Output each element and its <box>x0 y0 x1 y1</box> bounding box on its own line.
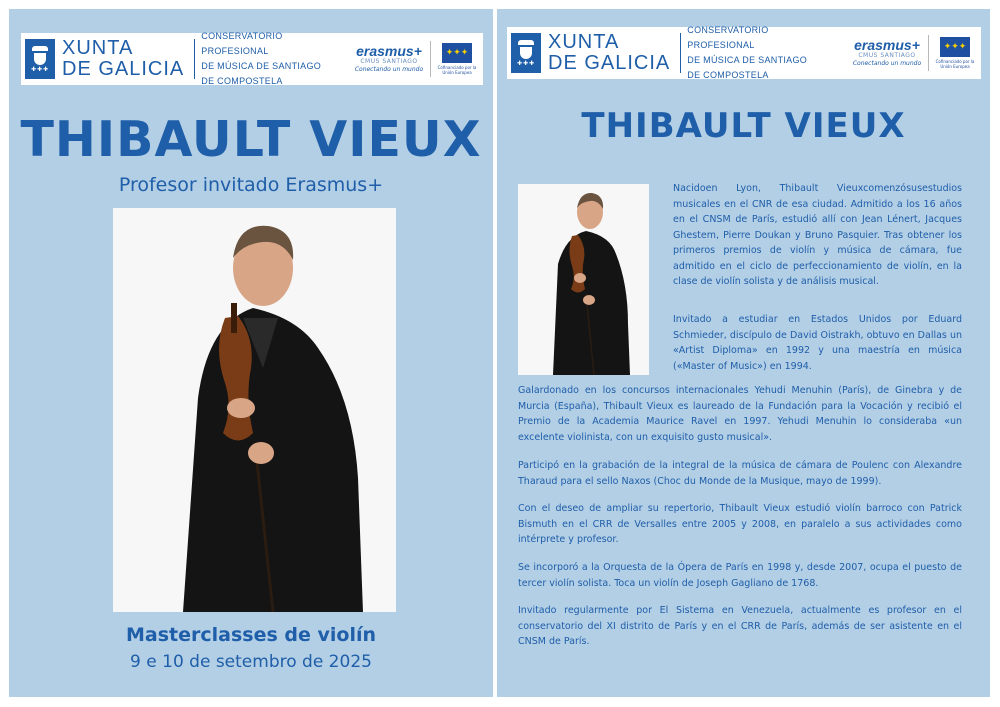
xunta-line1: XUNTA <box>548 31 620 53</box>
xunta-emblem-icon: ✚✚✚ <box>25 39 55 79</box>
conservatorio-name: CONSERVATORIO PROFESIONAL DE MÚSICA DE SANTIAGO DE COMPOSTELA <box>201 31 322 86</box>
xunta-logo <box>21 33 184 85</box>
erasmus-eu-logos <box>354 41 483 77</box>
bio-paragraph-7: Invitado regularmente por El Sistema en Venezuela, actualmente es profesor en el conservatorio del XI distrito de París y en el CRR de París, además de ser asistente en el CNSM de París. <box>518 605 962 647</box>
masterclass-dates: 9 e 10 de setembro de 2025 <box>130 652 372 672</box>
artist-name: THIBAULT VIEUX <box>20 111 482 168</box>
eu-flag-icon: ✦✦✦ Cofinanciado por la Unión Europea <box>935 37 975 69</box>
erasmus-logo-icon: erasmus+ CMUS SANTIAGO Conectando un mundo <box>354 43 424 73</box>
header-divider <box>680 33 681 73</box>
bio-paragraph-3: Galardonado en los concursos internacionales Yehudi Menuhin (París), de Ginebra y de Murcia (España), Thibault Vieux es laureado de la Fundación para la Vocación y recibió el Premio de la Academia Maurice Ravel en 1997. Yehudi Menuhin lo consideraba «un excelente violinista, con un exquisito gusto musical». <box>518 385 962 443</box>
header-divider <box>194 39 195 79</box>
bio-paragraph-5: Con el deseo de ampliar su repertorio, Thibault Vieux estudió violín barroco con Patrick Bismuth en el CRR de Versalles entre 2005 y 2008, en paralelo a sus actividades como intérprete y profesor. <box>518 503 962 545</box>
poster-right <box>497 9 990 697</box>
bio-paragraph-6: Se incorporó a la Orquesta de la Ópera de París en 1998 y, desde 2007, ocupa el puesto de tercer violín solista. Toca un violín de Joseph Gagliano de 1768. <box>518 562 962 589</box>
artist-photo-small <box>518 184 649 375</box>
bio-paragraph-1: Nacidoen Lyon, Thibault Vieuxcomenzósusestudios musicales en el CNR de esa ciudad. Admitido a los 16 años en el CNSM de París, estudió allí con Jean Lénert, Jacques Ghestem, Pierre Doukan y Bruno Pasquier. Tras obtener los primeros premios de violín y música de cámara, fue admitido en el ciclo de perfeccionamiento de violín, en la clase de violín solista y de análisis musical. <box>673 183 962 287</box>
bio-paragraph-4: Participó en la grabación de la integral de la música de cámara de Poulenc con Alexandre Tharaud para el sello Naxos (Choc du Monde de la Musique, mayo de 1999). <box>518 460 962 487</box>
erasmus-eu-logos <box>852 35 981 71</box>
xunta-line2: DE GALICIA <box>62 58 185 80</box>
conservatorio-name: CONSERVATORIO PROFESIONAL DE MÚSICA DE SANTIAGO DE COMPOSTELA <box>687 25 808 80</box>
header-logos <box>21 33 483 85</box>
eu-flag-icon: ✦✦✦ Cofinanciado por la Unión Europea <box>437 43 477 75</box>
header-logos <box>507 27 981 79</box>
poster-left <box>9 9 493 697</box>
xunta-logo <box>507 27 670 79</box>
artist-subtitle: Profesor invitado Erasmus+ <box>118 174 384 196</box>
artist-photo <box>113 208 396 612</box>
violinist-portrait-image <box>518 184 649 375</box>
artist-name: THIBAULT VIEUX <box>581 106 906 146</box>
violinist-portrait-image <box>113 208 396 612</box>
erasmus-logo-icon: erasmus+ CMUS SANTIAGO Conectando un mundo <box>852 37 922 67</box>
xunta-emblem-icon: ✚✚✚ <box>511 33 541 73</box>
bio-paragraph-2: Invitado a estudiar en Estados Unidos por Eduard Schmieder, discípulo de David Oistrakh, obtuvo en Dallas un «Artist Diploma» en 1992 y una maestría en música («Master of Music») en 1994. <box>673 314 962 372</box>
masterclass-title: Masterclasses de violín <box>125 624 376 646</box>
xunta-line2: DE GALICIA <box>548 52 671 74</box>
xunta-line1: XUNTA <box>62 37 134 59</box>
